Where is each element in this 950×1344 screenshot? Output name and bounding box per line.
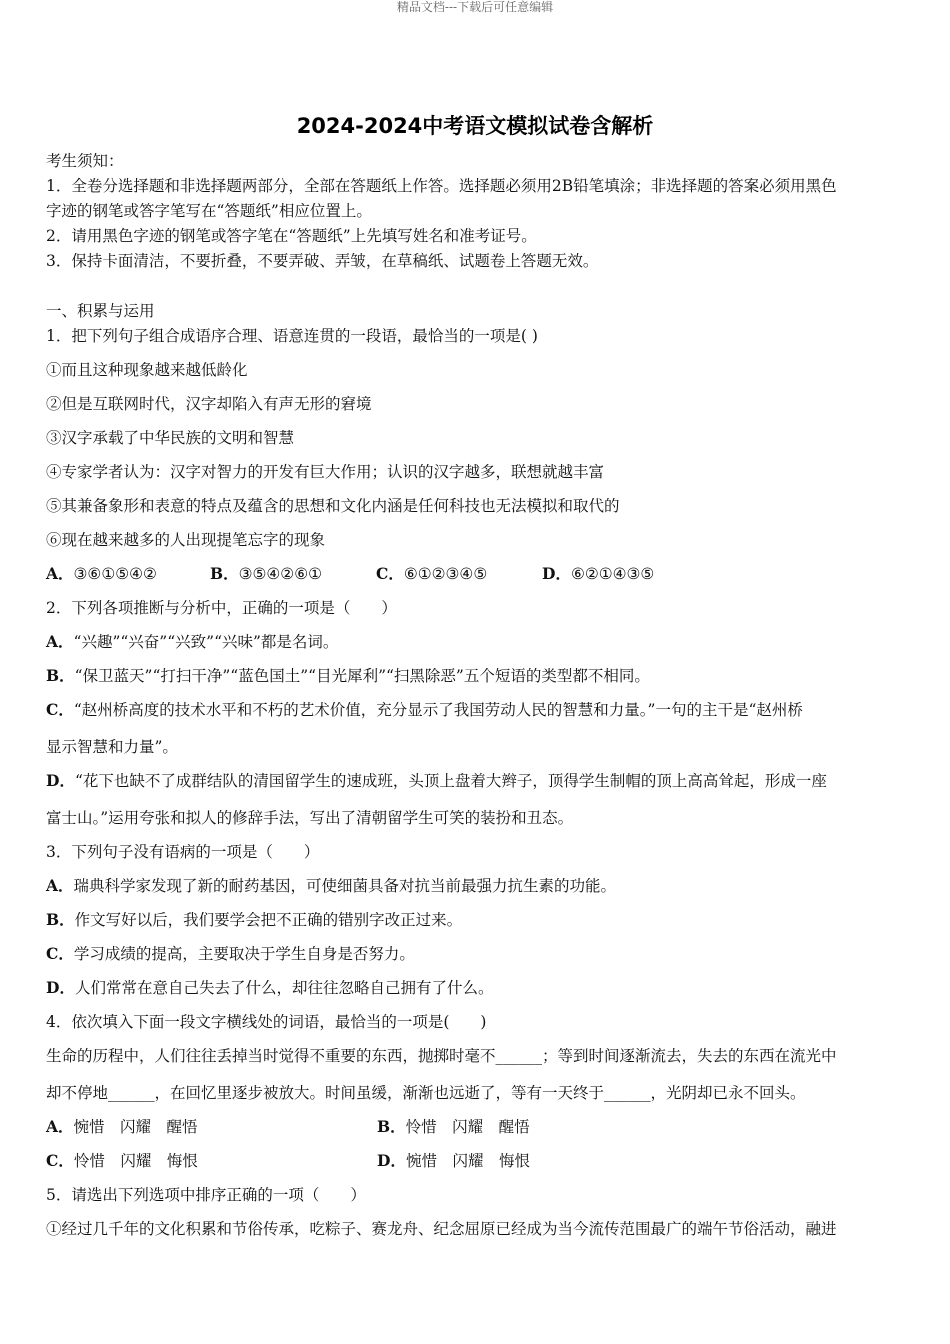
q4-options-row xyxy=(46,1151,912,1171)
q2-option-c[interactable]: C．“赵州桥高度的技术水平和不朽的艺术价值，充分显示了我国劳动人民的智慧和力量。”一句的主干是“赵州桥 xyxy=(46,700,803,719)
q3-option-c[interactable]: C．学习成绩的提高，主要取决于学生自身是否努力。 xyxy=(46,944,415,963)
q2-option-d[interactable]: D．“花下也缺不了成群结队的清国留学生的速成班，头顶上盘着大辫子，顶得学生制帽的顶上高高耸起，形成一座 xyxy=(46,771,827,790)
q3-option-b[interactable]: B．作文写好以后，我们要学会把不正确的错别字改正过来。 xyxy=(46,910,463,929)
notice-item: 2．请用黑色字迹的钢笔或答字笔在“答题纸”上先填写姓名和准考证号。 xyxy=(46,227,537,245)
q1-option-d[interactable]: D．⑥②①④③⑤ xyxy=(542,564,655,583)
question-1-stem: 1．把下列句子组合成语序合理、语意连贯的一段语，最恰当的一项是( ) xyxy=(46,327,538,345)
page-title: 2024-2024中考语文模拟试卷含解析 xyxy=(296,114,654,138)
q1-sentence: ④专家学者认为：汉字对智力的开发有巨大作用；认识的汉字越多，联想就越丰富 xyxy=(46,463,605,481)
q5-line: ①经过几千年的文化积累和节俗传承，吃粽子、赛龙舟、纪念屈原已经成为当今流传范围最广的端午节俗活动，融进 xyxy=(46,1220,837,1238)
q4-option-c[interactable]: C．怜惜 闪耀 悔恨 xyxy=(46,1151,198,1170)
q2-option-d-cont: 富士山。”运用夸张和拟人的修辞手法，写出了清朝留学生可笑的装扮和丑态。 xyxy=(46,809,574,827)
notice-heading: 考生须知： xyxy=(46,152,124,170)
q4-option-d[interactable]: D．惋惜 闪耀 悔恨 xyxy=(377,1151,530,1170)
q1-sentence: ③汉字承载了中华民族的文明和智慧 xyxy=(46,429,295,447)
q4-option-b[interactable]: B．怜惜 闪耀 醒悟 xyxy=(377,1117,530,1136)
q1-option-a[interactable]: A．③⑥①⑤④② xyxy=(46,564,157,583)
question-4-stem: 4．依次填入下面一段文字横线处的词语，最恰当的一项是( ) xyxy=(46,1013,487,1031)
question-5-stem: 5．请选出下列选项中排序正确的一项（ ） xyxy=(46,1186,366,1204)
q2-option-b[interactable]: B．“保卫蓝天”“打扫干净”“蓝色国土”“目光犀利”“扫黑除恶”五个短语的类型都不相同。 xyxy=(46,666,650,685)
q4-passage: 生命的历程中，人们往往丢掉当时觉得不重要的东西，抛掷时毫不______；等到时间逐渐流去，失去的东西在流光中 xyxy=(46,1047,837,1065)
q2-option-c-cont: 显示智慧和力量”。 xyxy=(46,738,178,756)
q1-sentence: ⑥现在越来越多的人出现提笔忘字的现象 xyxy=(46,531,326,549)
question-2-stem: 2．下列各项推断与分析中，正确的一项是（ ） xyxy=(46,599,397,617)
q4-options-row xyxy=(46,1117,912,1137)
q1-sentence: ①而且这种现象越来越低龄化 xyxy=(46,361,248,379)
q4-option-a[interactable]: A．惋惜 闪耀 醒悟 xyxy=(46,1117,198,1136)
section-heading: 一、积累与运用 xyxy=(46,302,155,320)
q1-option-b[interactable]: B．③⑤④②⑥① xyxy=(210,564,322,583)
q1-sentence: ⑤其兼备象形和表意的特点及蕴含的思想和文化内涵是任何科技也无法模拟和取代的 xyxy=(46,497,620,515)
notice-item: 字迹的钢笔或答字笔写在“答题纸”相应位置上。 xyxy=(46,202,372,220)
q3-option-a[interactable]: A．瑞典科学家发现了新的耐药基因，可使细菌具备对抗当前最强力抗生素的功能。 xyxy=(46,876,617,895)
notice-item: 3．保持卡面清洁，不要折叠，不要弄破、弄皱，在草稿纸、试题卷上答题无效。 xyxy=(46,252,599,270)
question-3-stem: 3．下列句子没有语病的一项是（ ） xyxy=(46,843,320,861)
header-note: 精品文档---下载后可任意编辑 xyxy=(396,0,554,14)
notice-item: 1．全卷分选择题和非选择题两部分，全部在答题纸上作答。选择题必须用2B铅笔填涂；非选择题的答案必须用黑色 xyxy=(46,177,837,195)
q1-option-c[interactable]: C．⑥①②③④⑤ xyxy=(376,564,488,583)
q4-passage: 却不停地______，在回忆里逐步被放大。时间虽缓，渐渐也远逝了，等有一天终于______，光阴却已永不回头。 xyxy=(46,1084,806,1102)
q3-option-d[interactable]: D．人们常常在意自己失去了什么，却往往忽略自己拥有了什么。 xyxy=(46,978,494,997)
q1-sentence: ②但是互联网时代，汉字却陷入有声无形的窘境 xyxy=(46,395,372,413)
q1-options xyxy=(46,564,912,584)
q2-option-a[interactable]: A．“兴趣”“兴奋”“兴致”“兴味”都是名词。 xyxy=(46,632,339,651)
